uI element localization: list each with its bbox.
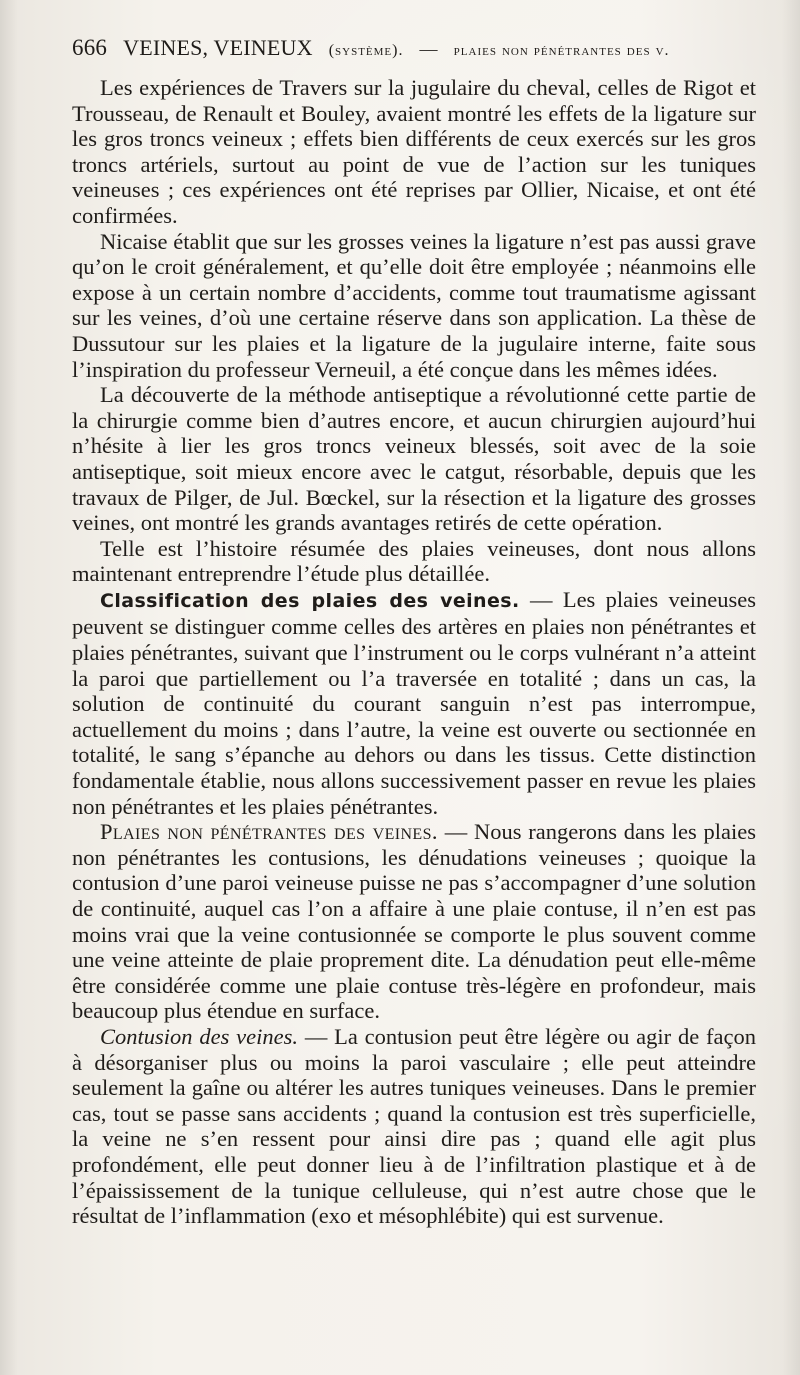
running-header bbox=[72, 34, 756, 65]
scan-shadow-left bbox=[0, 0, 18, 1375]
paragraph-7 bbox=[72, 1024, 756, 1229]
scan-shadow-right bbox=[782, 0, 800, 1375]
section-heading-non-penetrating: Plaies non pénétrantes des veines. bbox=[100, 819, 438, 845]
paragraph-7-text: — La contusion peut être légère ou agir de façon à désorganiser plus ou moins la paroi vasculaire ; elle peut atteindre seulement la gaîne ou altérer les autres tuniques veineuses. Dans le premier cas, tout se passe sans accidents ; quand la contusion est très superficielle, la veine ne s’en ressent pour ainsi dire pas ; quand elle agit plus profondément, elle peut donner lieu à de l’infiltration plastique et à de l’épaississement de la tunique celluleuse, qui n’est autre chose que le résultat de l’inflammation (exo et mésophlébite) qui est survenue. bbox=[72, 1023, 756, 1229]
paragraph-6 bbox=[72, 819, 756, 1024]
paragraph-5-text: — Les plaies veineuses peuvent se distinguer comme celles des artères en plaies non pénétrantes et plaies pénétrantes, suivant que l’instrument ou le corps vulnérant n’a atteint la paroi que partiellement ou l’a traversée en totalité ; dans un cas, la solution de continuité du courant sanguin n’est pas interrompue, actuellement du moins ; dans l’autre, la veine est ouverte ou sectionnée en totalité, le sang s’épanche au dehors ou dans les tissus. Cette distinction fondamentale établie, nous allons successivement passer en revue les plaies non pénétrantes et les plaies pénétrantes. bbox=[72, 586, 756, 819]
paragraph-3 bbox=[72, 382, 756, 536]
header-dash: — bbox=[419, 39, 438, 59]
paragraph-6-text: — Nous rangerons dans les plaies non pénétrantes les contusions, les dénudations veineuses ; quoique la contusion d’une paroi veineuse puisse ne pas s’accompagner d’une solution de continuité, auquel cas l’on a affaire à une plaie contuse, il n’en est pas moins vrai que la veine contusionnée se comporte le plus souvent comme une veine atteinte de plaie proprement dite. La dénudation peut elle-même être considérée comme une plaie contuse très-légère en profondeur, mais beaucoup plus étendue en surface. bbox=[72, 819, 756, 1024]
paragraph-1 bbox=[72, 75, 756, 229]
paragraph-1-text: Les expériences de Travers sur la jugulaire du cheval, celles de Rigot et Trousseau, de Renault et Bouley, avaient montré les effets de la ligature sur les gros troncs veineux ; effets bien différents de ceux exercés sur les gros troncs artériels, surtout au point de vue de l’action sur les tuniques veineuses ; ces expériences ont été reprises par Ollier, Nicaise, et ont été confirmées. bbox=[72, 75, 756, 228]
section-heading-contusion: Contusion des veines. bbox=[100, 1023, 298, 1049]
section-heading-classification: Classification des plaies des veines. bbox=[100, 589, 520, 612]
paragraph-5 bbox=[72, 587, 756, 819]
paragraph-4 bbox=[72, 536, 756, 587]
paragraph-2 bbox=[72, 229, 756, 383]
running-subtitle: plaies non pénétrantes des v. bbox=[453, 42, 670, 59]
paragraph-2-text: Nicaise établit que sur les grosses veines la ligature n’est pas aussi grave qu’on le croit généralement, et qu’elle doit être employée ; néanmoins elle expose à un certain nombre d’accidents, comme tout traumatisme agissant sur les veines, d’où une certaine réserve dans son application. La thèse de Dussutour sur les plaies et la ligature de la jugulaire interne, faite sous l’inspiration du professeur Verneuil, a été conçue dans les mêmes idées. bbox=[72, 228, 756, 382]
paragraph-4-text: Telle est l’histoire résumée des plaies veineuses, dont nous allons maintenant entreprendre l’étude plus détaillée. bbox=[72, 535, 756, 587]
page-number: 666 bbox=[72, 35, 108, 60]
paragraph-3-text: La découverte de la méthode antiseptique a révolutionné cette partie de la chirurgie comme bien d’autres encore, et aucun chirurgien aujourd’hui n’hésite à lier les gros troncs veineux blessés, soit avec de la soie antiseptique, soit mieux encore avec le catgut, résorbable, depuis que les travaux de Pilger, de Jul. Bœckel, sur la résection et la ligature des grosses veines, ont montré les grands avantages retirés de cette opération. bbox=[72, 382, 756, 536]
running-system-label: (système). bbox=[328, 42, 404, 59]
page-body bbox=[72, 75, 756, 1229]
running-title: VEINES, VEINEUX bbox=[123, 35, 313, 60]
